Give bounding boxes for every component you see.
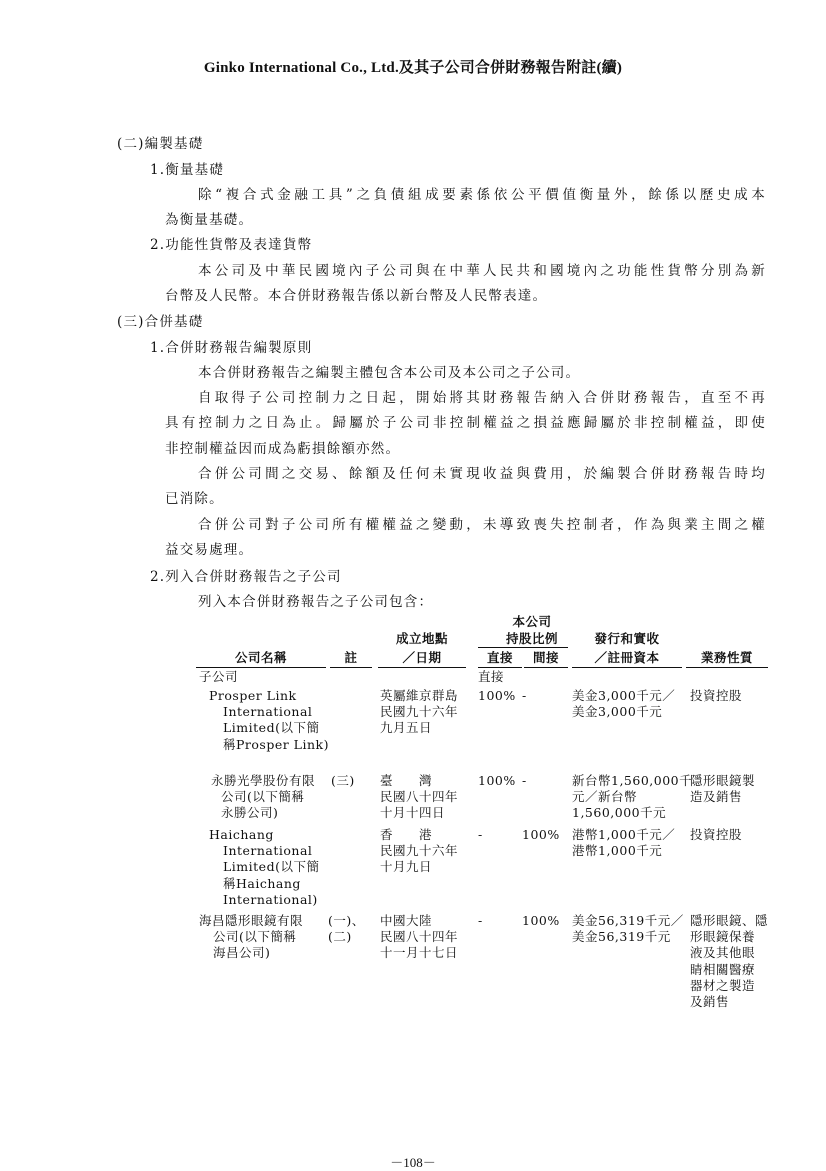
row-business-line: 及銷售 — [690, 994, 730, 1010]
row-place-date — [380, 773, 458, 822]
header-holding-rule — [478, 647, 568, 648]
header-capital-line-1: 發行和實收 — [594, 631, 660, 646]
row-capital-line: 美金56,319千元 — [572, 929, 671, 945]
row-place-line: 十月十四日 — [380, 805, 446, 821]
principle-paragraph-2-line-2: 具有控制力之日為止。歸屬於子公司非控制權益之損益應歸屬於非控制權益，即使 — [165, 415, 766, 431]
row-name-line: 永勝公司) — [221, 805, 279, 821]
row-direct: 100% — [478, 773, 516, 788]
row-name-line: Haichang — [209, 827, 274, 842]
row-business-line: 形眼鏡保養 — [690, 929, 756, 945]
header-rule-note — [330, 667, 372, 668]
principle-paragraph-1: 本合併財務報告之編製主體包含本公司及本公司之子公司。 — [198, 365, 581, 381]
row-place-line: 九月五日 — [380, 720, 433, 736]
row-direct: - — [478, 913, 483, 928]
row-capital-line: 元／新台幣 — [572, 789, 638, 805]
row-capital — [572, 773, 692, 822]
principle-paragraph-4-line-2: 益交易處理。 — [165, 542, 254, 558]
currency-paragraph-line-2: 台幣及人民幣。本合併財務報告係以新台幣及人民幣表達。 — [165, 288, 548, 304]
row-capital-line: 美金56,319千元／ — [572, 913, 684, 928]
row-capital — [572, 827, 675, 859]
header-holding-line-2: 持股比例 — [505, 631, 558, 646]
row-indirect: 100% — [522, 913, 560, 928]
currency-paragraph-line-1: 本公司及中華民國境內子公司與在中華人民共和國境內之功能性貨幣分別為新 — [198, 263, 766, 279]
row-capital-line: 美金3,000千元 — [572, 704, 663, 720]
row-business-line: 投資控股 — [690, 827, 743, 842]
row-name-line: Limited(以下簡 — [223, 859, 320, 875]
row-business — [690, 827, 742, 843]
principle-paragraph-3-line-2: 已消除。 — [165, 491, 224, 507]
row-place-line: 香 港 — [380, 827, 433, 842]
row-place-date — [380, 688, 458, 737]
page-header: Ginko International Co., Ltd.及其子公司合併財務報告附註(續) — [203, 60, 623, 76]
row-name-line: Prosper Link — [209, 688, 297, 703]
row-place-line: 中國大陸 — [380, 913, 433, 928]
row-business-line: 造及銷售 — [690, 789, 743, 805]
row-place-line: 十月九日 — [380, 859, 433, 875]
group-label-subsidiaries: 子公司 — [199, 669, 239, 684]
row-name-line: 永勝光學股份有限 — [211, 773, 316, 788]
row-name-line: International — [223, 704, 313, 720]
principle-paragraph-4-line-1: 合併公司對子公司所有權權益之變動，未導致喪失控制者，作為與業主間之權 — [198, 517, 766, 533]
header-note: 註 — [344, 650, 358, 665]
row-name-line: International) — [223, 891, 318, 907]
row-capital-line: 新台幣1,560,000千 — [572, 773, 693, 788]
header-holding-line-1: 本公司 — [512, 614, 552, 629]
row-business — [690, 773, 755, 805]
row-capital-line: 1,560,000千元 — [572, 805, 667, 821]
measure-paragraph-line-1: 除“複合式金融工具”之負債組成要素係依公平價值衡量外，餘係以歷史成本 — [198, 187, 766, 203]
row-note-line: (三) — [331, 773, 355, 788]
header-business: 業務性質 — [700, 650, 753, 665]
row-capital-line: 港幣1,000千元／ — [572, 827, 676, 842]
row-place-line: 民國九十六年 — [380, 843, 459, 859]
row-name-line: Limited(以下簡 — [223, 720, 320, 736]
header-rule-place — [378, 667, 466, 668]
row-note — [328, 913, 365, 945]
section-basis-title: (二)編製基礎 — [117, 136, 204, 152]
row-note — [331, 773, 355, 789]
row-note-line: (二) — [328, 929, 352, 945]
principle-paragraph-2-line-3: 非控制權益因而成為虧損餘額亦然。 — [165, 441, 401, 457]
header-direct: 直接 — [486, 650, 513, 665]
row-place-line: 民國八十四年 — [380, 789, 459, 805]
row-place-line: 臺 灣 — [380, 773, 433, 788]
row-capital-line: 美金3,000千元／ — [572, 688, 676, 703]
row-place-line: 民國九十六年 — [380, 704, 459, 720]
row-company-name — [211, 773, 315, 822]
page-number: －108－ — [390, 1155, 436, 1170]
header-capital-line-2: ／註冊資本 — [594, 650, 660, 665]
row-business-line: 隱形眼鏡製 — [690, 773, 756, 788]
group-label-direct: 直接 — [478, 669, 505, 684]
row-business — [690, 688, 742, 704]
subsidiaries-intro: 列入本合併財務報告之子公司包含： — [198, 594, 434, 610]
row-company-name — [199, 913, 303, 962]
row-capital — [572, 688, 675, 720]
row-direct: - — [478, 827, 483, 842]
row-name-line: International — [223, 843, 313, 859]
measure-paragraph-line-2: 為衡量基礎。 — [165, 212, 254, 228]
row-name-line: 稱Prosper Link) — [223, 736, 329, 752]
row-business-line: 睛相關醫療 — [690, 961, 756, 977]
row-business-line: 器材之製造 — [690, 977, 756, 993]
row-company-name — [209, 688, 329, 753]
row-indirect: - — [522, 773, 527, 788]
row-business-line: 投資控股 — [690, 688, 743, 703]
header-rule-business — [686, 667, 768, 668]
row-direct: 100% — [478, 688, 516, 703]
section-principle-title: 1.合併財務報告編製原則 — [150, 340, 313, 356]
row-place-line: 英屬維京群島 — [380, 688, 459, 703]
row-capital — [572, 913, 684, 945]
header-rule-indirect — [524, 667, 568, 668]
header-place-line-1: 成立地點 — [395, 631, 448, 646]
section-subsidiaries-title: 2.列入合併財務報告之子公司 — [150, 569, 342, 585]
header-rule-direct — [478, 667, 522, 668]
header-indirect: 間接 — [532, 650, 559, 665]
header-rule-name — [196, 667, 326, 668]
row-company-name — [209, 827, 319, 908]
row-indirect: 100% — [522, 827, 560, 842]
row-name-line: 海昌隱形眼鏡有限 — [199, 913, 304, 928]
row-place-date — [380, 913, 458, 962]
header-company-name: 公司名稱 — [234, 650, 287, 665]
section-currency-title: 2.功能性貨幣及表達貨幣 — [150, 237, 313, 253]
header-rule-capital — [572, 667, 682, 668]
principle-paragraph-3-line-1: 合併公司間之交易、餘額及任何未實現收益與費用，於編製合併財務報告時均 — [198, 466, 766, 482]
row-business-line: 隱形眼鏡、隱 — [690, 913, 769, 928]
row-name-line: 稱Haichang — [223, 875, 301, 891]
row-name-line: 公司(以下簡稱 — [213, 929, 297, 945]
row-business-line: 液及其他眼 — [690, 945, 756, 961]
row-note-line: (一)、 — [328, 913, 365, 928]
section-measure-title: 1.衡量基礎 — [150, 162, 225, 178]
row-place-line: 十一月十七日 — [380, 945, 459, 961]
row-place-date — [380, 827, 458, 876]
row-indirect: - — [522, 688, 527, 703]
row-name-line: 海昌公司) — [213, 945, 271, 961]
row-business — [690, 913, 768, 1010]
row-capital-line: 港幣1,000千元 — [572, 843, 663, 859]
row-place-line: 民國八十四年 — [380, 929, 459, 945]
header-place-line-2: ／日期 — [402, 650, 442, 665]
row-name-line: 公司(以下簡稱 — [221, 789, 305, 805]
section-consolidation-title: (三)合併基礎 — [117, 314, 204, 330]
principle-paragraph-2-line-1: 自取得子公司控制力之日起，開始將其財務報告納入合併財務報告，直至不再 — [198, 390, 766, 406]
